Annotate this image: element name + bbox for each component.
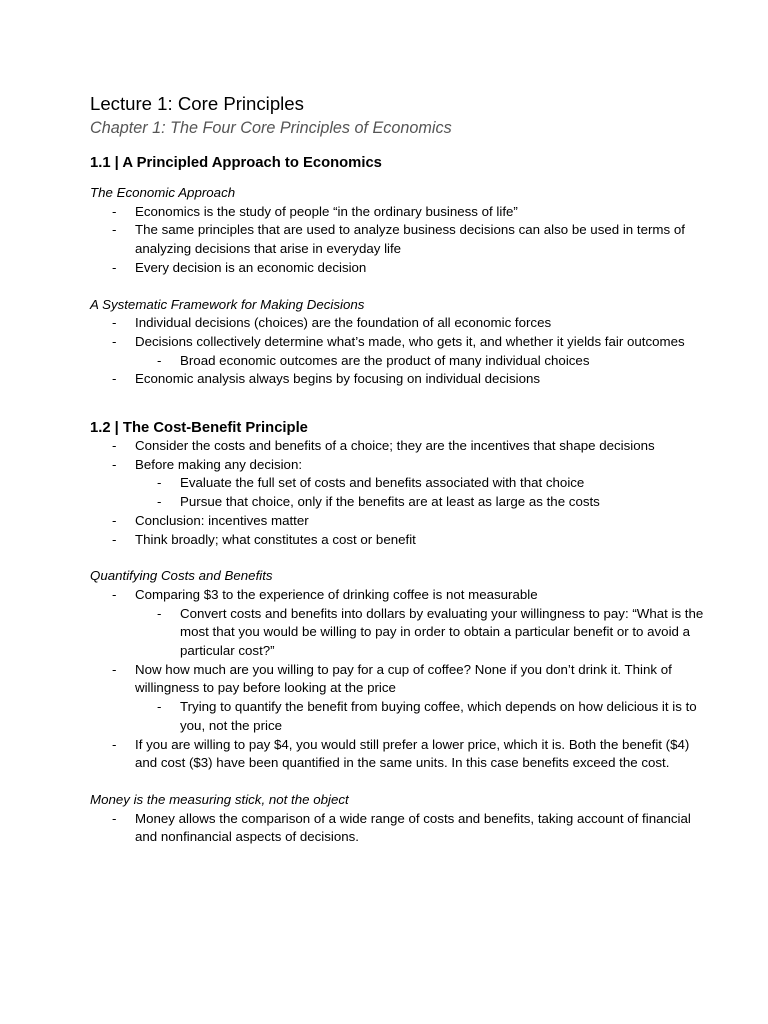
cost-benefit-sublist bbox=[90, 474, 708, 511]
framework-sublist bbox=[90, 352, 708, 371]
section-1-heading: 1.1 | A Principled Approach to Economics bbox=[90, 155, 382, 171]
list-item: - Pursue that choice, only if the benefits are at least as large as the costs bbox=[157, 494, 600, 510]
list-item: - Every decision is an economic decision bbox=[112, 259, 367, 275]
list-item: - Economic analysis always begins by focusing on individual decisions bbox=[112, 371, 541, 387]
list-item: - Conclusion: incentives matter bbox=[112, 512, 309, 528]
list-item: - Convert costs and benefits into dollars by evaluating your willingness to pay: “What is the most that you would be willing to pay in order to obtain a particular benefit or to avoid a particular cost?” bbox=[157, 605, 704, 659]
list-item: - Trying to quantify the benefit from buying coffee, which depends on how delicious it is to you, not the price bbox=[157, 699, 697, 733]
economic-approach-title: The Economic Approach bbox=[90, 185, 236, 200]
list-item: - Now how much are you willing to pay for a cup of coffee? None if you don’t drink it. Think of willingness to pay before looking at the price bbox=[112, 661, 672, 696]
list-item: - Individual decisions (choices) are the foundation of all economic forces bbox=[112, 315, 552, 331]
quantifying-sublist-2 bbox=[90, 698, 708, 735]
framework-title: A Systematic Framework for Making Decisions bbox=[90, 296, 365, 312]
quantifying-list-cont bbox=[90, 661, 708, 698]
list-item: - Evaluate the full set of costs and benefits associated with that choice bbox=[157, 475, 585, 491]
quantifying-list-cont-2 bbox=[90, 736, 708, 773]
framework-list bbox=[90, 314, 708, 351]
list-item: - Money allows the comparison of a wide range of costs and benefits, taking account of financial and nonfinancial aspects of decisions. bbox=[112, 810, 691, 845]
list-item: - If you are willing to pay $4, you would still prefer a lower price, which it is. Both the benefit ($4) and cost ($3) have been quantified in the same units. In this case benefits exceed the cost. bbox=[112, 736, 690, 771]
economic-approach-list bbox=[90, 203, 708, 278]
list-item: - Comparing $3 to the experience of drinking coffee is not measurable bbox=[112, 586, 538, 602]
section-2-heading: 1.2 | The Cost-Benefit Principle bbox=[90, 420, 308, 437]
framework-list-cont bbox=[90, 370, 708, 389]
list-item: - Economics is the study of people “in the ordinary business of life” bbox=[112, 203, 518, 219]
list-item: - Before making any decision: bbox=[112, 456, 303, 472]
quantifying-sublist bbox=[90, 605, 708, 661]
list-item: - Consider the costs and benefits of a choice; they are the incentives that shape decisions bbox=[112, 438, 655, 454]
cost-benefit-list bbox=[90, 437, 708, 474]
lecture-title: Lecture 1: Core Principles bbox=[90, 93, 304, 114]
quantifying-list bbox=[90, 586, 708, 605]
money-title: Money is the measuring stick, not the object bbox=[90, 791, 349, 807]
list-item: - Broad economic outcomes are the product of many individual choices bbox=[157, 352, 590, 368]
quantifying-title: Quantifying Costs and Benefits bbox=[90, 568, 273, 584]
money-list bbox=[90, 810, 708, 847]
list-item: - Think broadly; what constitutes a cost or benefit bbox=[112, 531, 416, 547]
list-item: - Decisions collectively determine what’s made, who gets it, and whether it yields fair outcomes bbox=[112, 333, 685, 349]
cost-benefit-list-cont bbox=[90, 512, 708, 549]
list-item: - The same principles that are used to analyze business decisions can also be used in terms of analyzing decisions that arise in everyday life bbox=[112, 222, 685, 257]
chapter-subtitle: Chapter 1: The Four Core Principles of Economics bbox=[90, 119, 452, 137]
